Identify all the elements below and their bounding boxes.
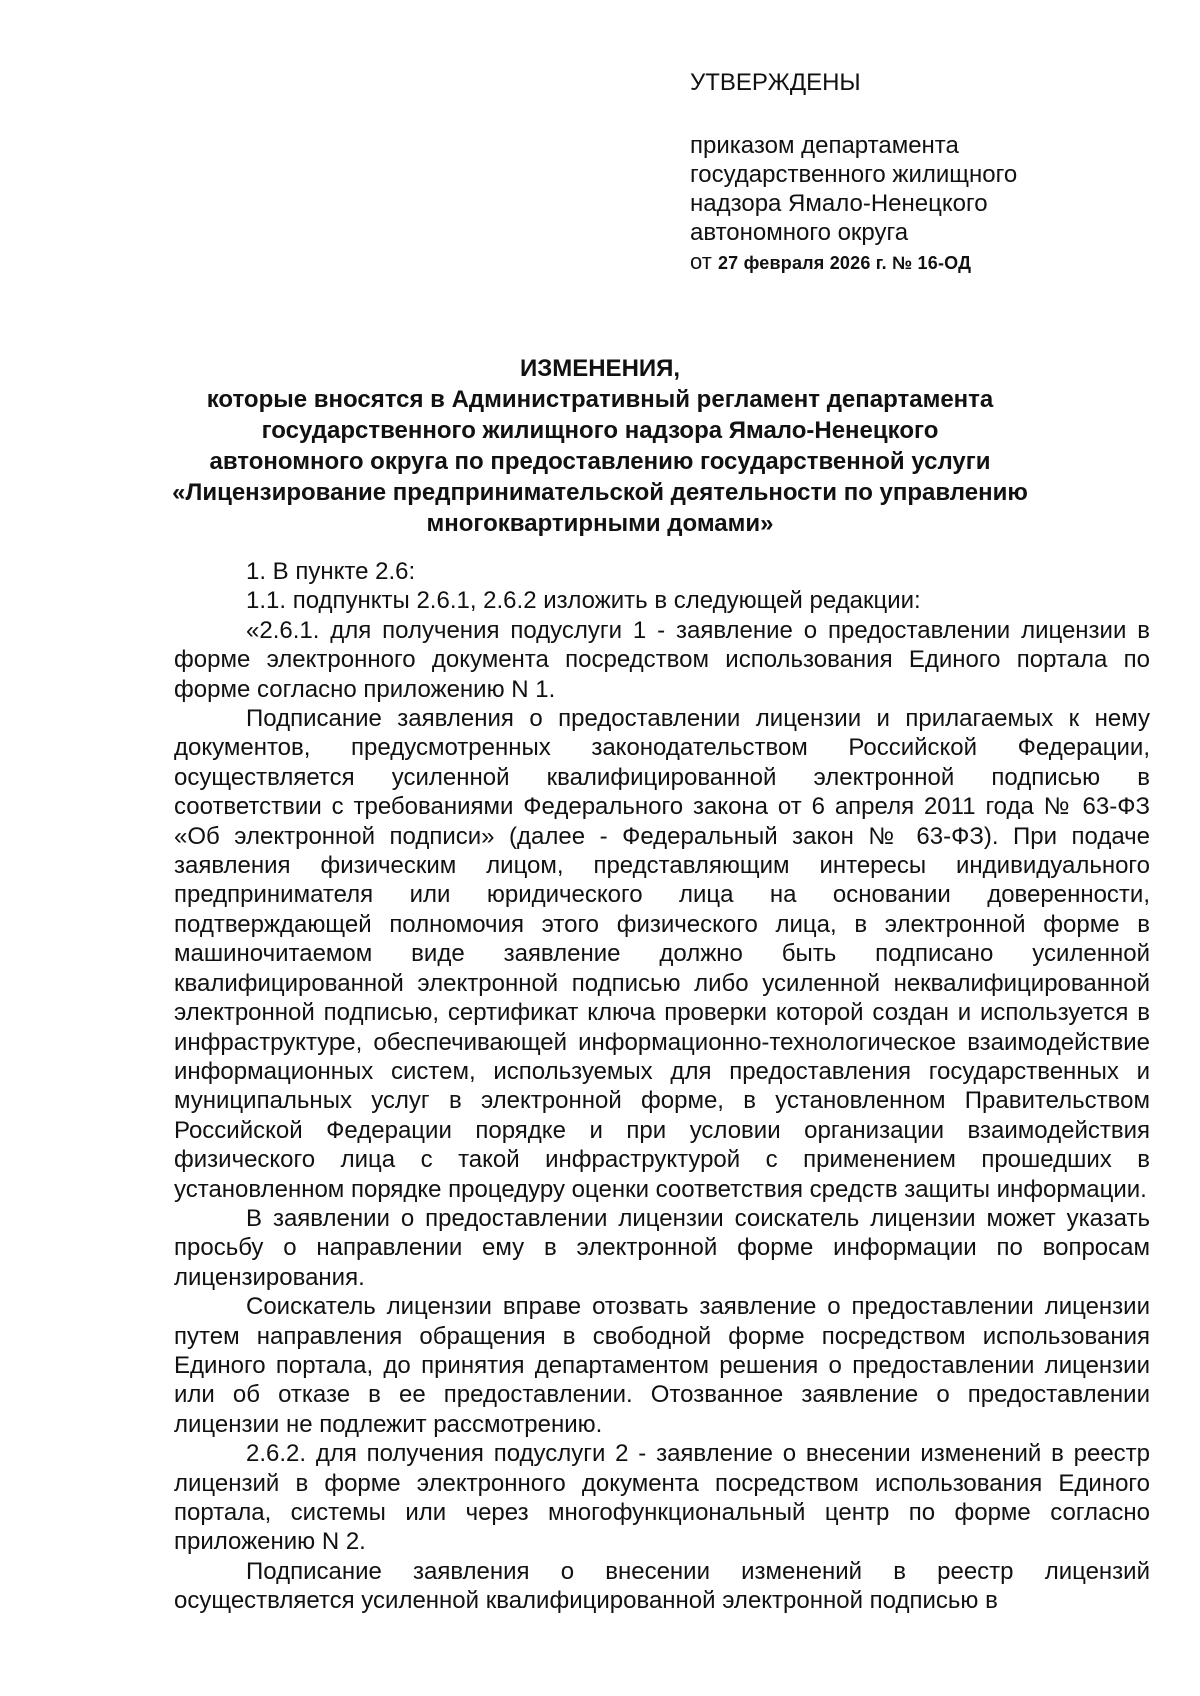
document-title	[150, 353, 1050, 539]
body-paragraph: 2.6.2. для получения подуслуги 2 - заявление о внесении изменений в реестр лицензий в форме электронного документа посредством использования Единого портала, системы или через многофункциональный центр по форме согласно приложению N 2.	[174, 1440, 1150, 1556]
title-line: автономного округа по предоставлению государственной услуги	[209, 448, 991, 475]
approval-block	[690, 68, 1110, 278]
body-paragraph: Подписание заявления о внесении изменений в реестр лицензий осуществляется усиленной квалифицированной электронной подписью в	[174, 1557, 1150, 1615]
body-paragraph: 1.1. подпункты 2.6.1, 2.6.2 изложить в следующей редакции:	[246, 587, 921, 615]
order-line: государственного жилищного	[690, 161, 1018, 188]
order-reference	[690, 247, 1110, 278]
order-line: надзора Ямало-Ненецкого	[690, 190, 988, 217]
title-line: государственного жилищного надзора Ямало-Ненецкого	[261, 417, 939, 444]
body-paragraph: В заявлении о предоставлении лицензии соискатель лицензии может указать просьбу о направлении ему в электронной форме информации по вопросам лицензирования.	[174, 1204, 1150, 1291]
body-paragraph: Подписание заявления о предоставлении лицензии и прилагаемых к нему документов, предусмотренных законодательством Российской Федерации, осуществляется усиленной квалифицированной электронной подписью в соответствии с требованиями Федерального закона от 6 апреля 2011 года № 63-ФЗ «Об электронной подписи» (далее - Федеральный закон № 63-ФЗ). При подаче заявления физическим лицом, представляющим интересы индивидуального предпринимателя или юридического лица на основании доверенности, подтверждающей полномочия этого физического лица, в электронной форме в машиночитаемом виде заявление должно быть подписано усиленной квалифицированной электронной подписью либо усиленной неквалифицированной электронной подписью, сертификат ключа проверки которой создан и используется в инфраструктуре, обеспечивающей информационно-технологическое взаимодействие информационных систем, используемых для предоставления государственных и муниципальных услуг в электронной форме, в установленном Правительством Российской Федерации порядке и при условии организации взаимодействия физического лица с такой инфраструктурой с применением прошедших в установленном порядке процедуру оценки соответствия средств защиты информации.	[174, 705, 1150, 1203]
order-line: автономного округа	[690, 219, 909, 246]
order-line: приказом департамента	[690, 132, 959, 159]
title-line: многоквартирными домами»	[426, 510, 774, 537]
title-line: которые вносятся в Административный регламент департамента	[206, 386, 994, 413]
document-body	[174, 557, 1150, 1616]
body-paragraph: «2.6.1. для получения подуслуги 1 - заявление о предоставлении лицензии в форме электронного документа посредством использования Единого портала по форме согласно приложению N 1.	[174, 616, 1150, 703]
title-line: «Лицензирование предпринимательской деятельности по управлению	[172, 479, 1028, 506]
approval-stamp: УТВЕРЖДЕНЫ	[690, 69, 861, 96]
order-date-number: 27 февраля 2026 г. № 16-ОД	[717, 253, 972, 273]
title-heading: ИЗМЕНЕНИЯ,	[519, 355, 681, 382]
body-paragraph: Соискатель лицензии вправе отозвать заявление о предоставлении лицензии путем направления обращения в свободной форме посредством использования Единого портала, до принятия департаментом решения о предоставлении лицензии или об отказе в ее предоставлении. Отозванное заявление о предоставлении лицензии не подлежит рассмотрению.	[174, 1293, 1150, 1438]
order-prefix: от	[690, 249, 712, 274]
body-paragraph: 1. В пункте 2.6:	[246, 558, 416, 585]
